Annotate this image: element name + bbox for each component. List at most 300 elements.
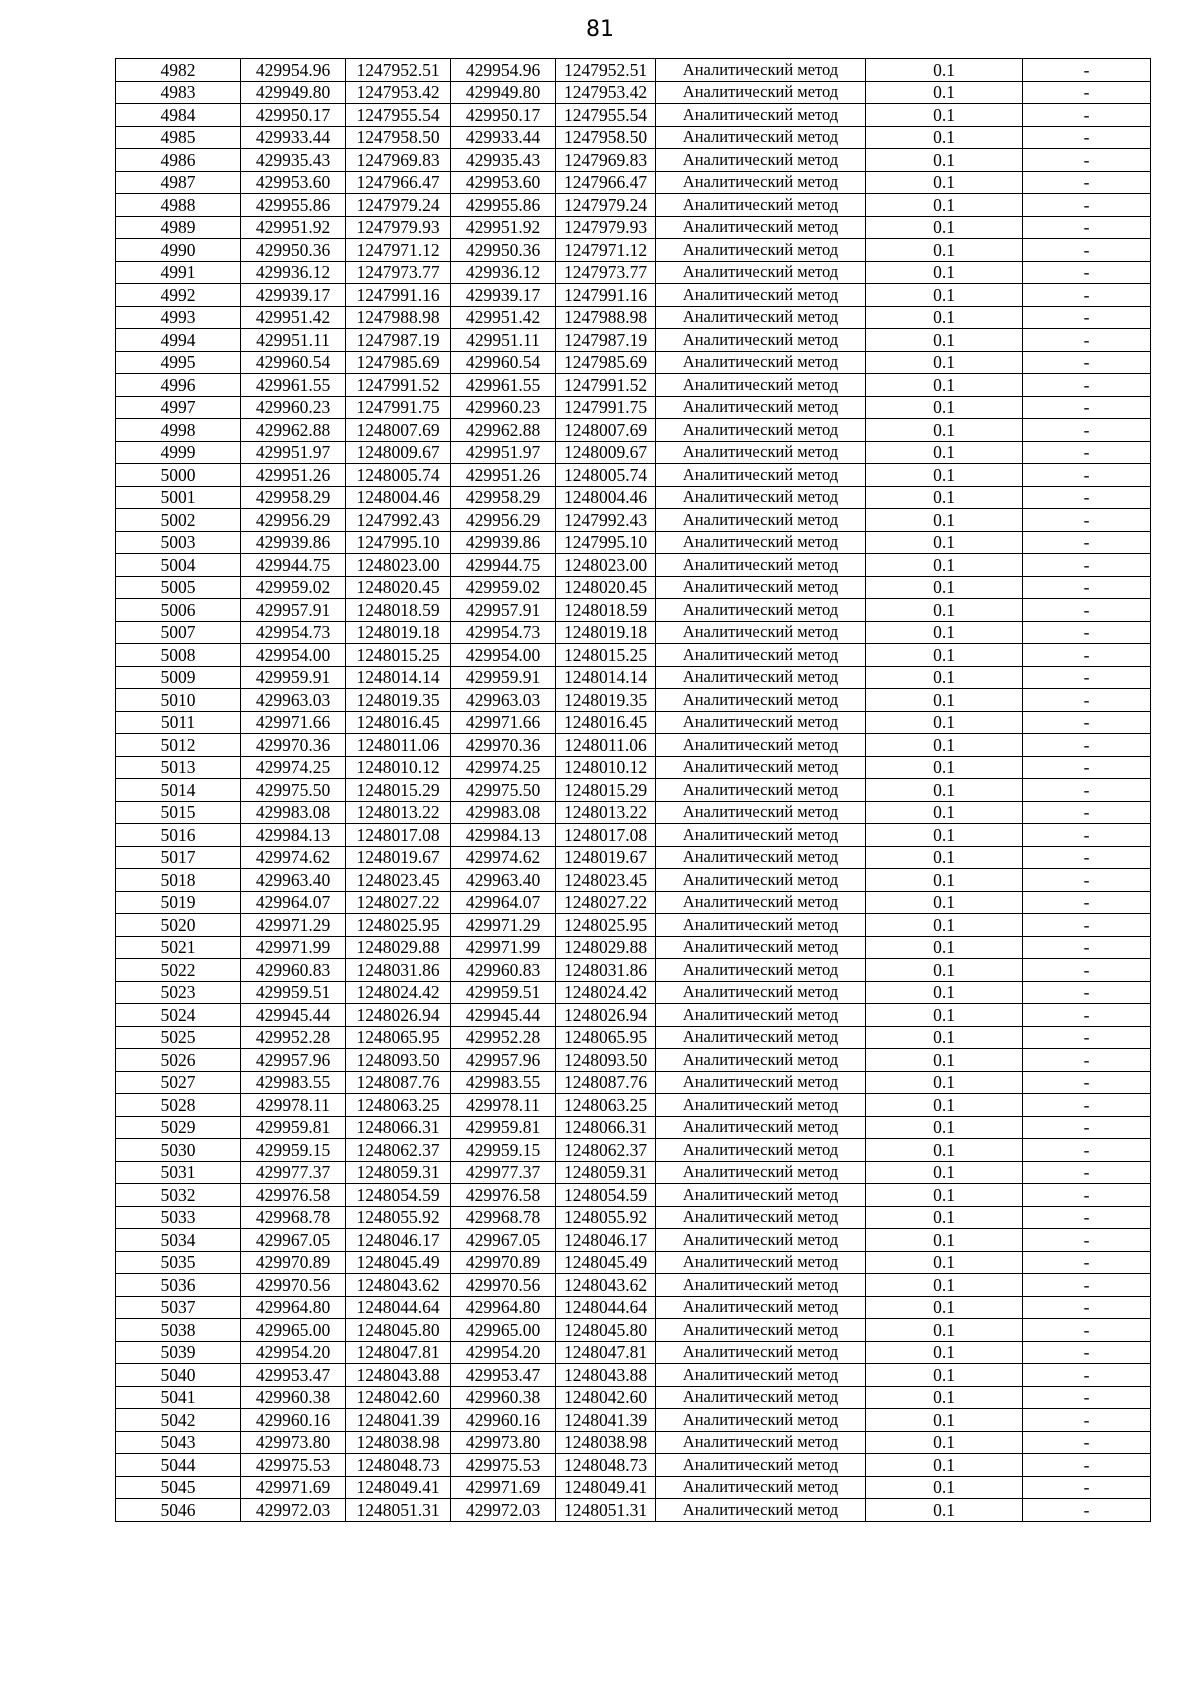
method-cell: Аналитический метод [656, 1116, 866, 1139]
x-old-cell: 429963.03 [241, 689, 346, 712]
y-old-cell: 1248066.31 [346, 1116, 451, 1139]
table-row [116, 644, 1151, 667]
empty-mark-cell: - [1023, 284, 1151, 307]
y-new-cell: 1248015.29 [556, 779, 656, 802]
table-row [116, 261, 1151, 284]
x-old-cell: 429973.80 [241, 1431, 346, 1454]
table-row [116, 936, 1151, 959]
precision-cell: 0.1 [866, 1229, 1023, 1252]
precision-cell: 0.1 [866, 1071, 1023, 1094]
x-old-cell: 429983.55 [241, 1071, 346, 1094]
precision-cell: 0.1 [866, 1431, 1023, 1454]
empty-mark-cell: - [1023, 959, 1151, 982]
point-number-cell: 4998 [116, 419, 241, 442]
empty-mark-cell: - [1023, 1341, 1151, 1364]
point-number-cell: 5007 [116, 621, 241, 644]
table-row [116, 486, 1151, 509]
method-cell: Аналитический метод [656, 1341, 866, 1364]
method-cell: Аналитический метод [656, 261, 866, 284]
point-number-cell: 4989 [116, 216, 241, 239]
precision-cell: 0.1 [866, 644, 1023, 667]
method-cell: Аналитический метод [656, 891, 866, 914]
coordinates-table [115, 58, 1151, 1522]
table-row [116, 734, 1151, 757]
x-old-cell: 429964.07 [241, 891, 346, 914]
method-cell: Аналитический метод [656, 126, 866, 149]
table-row [116, 599, 1151, 622]
method-cell: Аналитический метод [656, 509, 866, 532]
table-row [116, 981, 1151, 1004]
table-row [116, 869, 1151, 892]
method-cell: Аналитический метод [656, 711, 866, 734]
method-cell: Аналитический метод [656, 1026, 866, 1049]
y-new-cell: 1248019.35 [556, 689, 656, 712]
x-new-cell: 429976.58 [451, 1184, 556, 1207]
x-new-cell: 429957.91 [451, 599, 556, 622]
method-cell: Аналитический метод [656, 396, 866, 419]
table-row [116, 1454, 1151, 1477]
x-old-cell: 429970.89 [241, 1251, 346, 1274]
x-new-cell: 429955.86 [451, 194, 556, 217]
point-number-cell: 5015 [116, 801, 241, 824]
y-new-cell: 1248011.06 [556, 734, 656, 757]
method-cell: Аналитический метод [656, 351, 866, 374]
point-number-cell: 5016 [116, 824, 241, 847]
empty-mark-cell: - [1023, 239, 1151, 262]
y-new-cell: 1247958.50 [556, 126, 656, 149]
point-number-cell: 5035 [116, 1251, 241, 1274]
y-old-cell: 1248051.31 [346, 1499, 451, 1522]
empty-mark-cell: - [1023, 216, 1151, 239]
empty-mark-cell: - [1023, 599, 1151, 622]
y-new-cell: 1248055.92 [556, 1206, 656, 1229]
y-old-cell: 1247952.51 [346, 59, 451, 82]
point-number-cell: 4984 [116, 104, 241, 127]
x-new-cell: 429968.78 [451, 1206, 556, 1229]
table-row [116, 801, 1151, 824]
point-number-cell: 5004 [116, 554, 241, 577]
y-new-cell: 1248004.46 [556, 486, 656, 509]
table-row [116, 396, 1151, 419]
precision-cell: 0.1 [866, 846, 1023, 869]
point-number-cell: 4993 [116, 306, 241, 329]
y-old-cell: 1248019.67 [346, 846, 451, 869]
precision-cell: 0.1 [866, 1499, 1023, 1522]
y-old-cell: 1248044.64 [346, 1296, 451, 1319]
point-number-cell: 5003 [116, 531, 241, 554]
point-number-cell: 5040 [116, 1364, 241, 1387]
table-row [116, 689, 1151, 712]
x-new-cell: 429959.15 [451, 1139, 556, 1162]
x-new-cell: 429939.17 [451, 284, 556, 307]
precision-cell: 0.1 [866, 1364, 1023, 1387]
table-row [116, 1229, 1151, 1252]
y-old-cell: 1247955.54 [346, 104, 451, 127]
x-old-cell: 429956.29 [241, 509, 346, 532]
y-old-cell: 1248046.17 [346, 1229, 451, 1252]
empty-mark-cell: - [1023, 779, 1151, 802]
table-row [116, 779, 1151, 802]
y-old-cell: 1248019.18 [346, 621, 451, 644]
table-row [116, 824, 1151, 847]
empty-mark-cell: - [1023, 1026, 1151, 1049]
x-old-cell: 429951.92 [241, 216, 346, 239]
method-cell: Аналитический метод [656, 689, 866, 712]
empty-mark-cell: - [1023, 1386, 1151, 1409]
empty-mark-cell: - [1023, 419, 1151, 442]
empty-mark-cell: - [1023, 1184, 1151, 1207]
x-old-cell: 429951.97 [241, 441, 346, 464]
y-old-cell: 1247966.47 [346, 171, 451, 194]
y-old-cell: 1248031.86 [346, 959, 451, 982]
y-new-cell: 1248020.45 [556, 576, 656, 599]
y-new-cell: 1248005.74 [556, 464, 656, 487]
y-new-cell: 1248023.45 [556, 869, 656, 892]
point-number-cell: 5000 [116, 464, 241, 487]
precision-cell: 0.1 [866, 621, 1023, 644]
y-old-cell: 1248047.81 [346, 1341, 451, 1364]
empty-mark-cell: - [1023, 846, 1151, 869]
empty-mark-cell: - [1023, 509, 1151, 532]
point-number-cell: 4982 [116, 59, 241, 82]
table-row [116, 171, 1151, 194]
x-new-cell: 429949.80 [451, 81, 556, 104]
empty-mark-cell: - [1023, 1319, 1151, 1342]
y-new-cell: 1247955.54 [556, 104, 656, 127]
point-number-cell: 5036 [116, 1274, 241, 1297]
y-new-cell: 1247988.98 [556, 306, 656, 329]
y-new-cell: 1248038.98 [556, 1431, 656, 1454]
y-new-cell: 1248027.22 [556, 891, 656, 914]
point-number-cell: 5023 [116, 981, 241, 1004]
empty-mark-cell: - [1023, 891, 1151, 914]
x-new-cell: 429962.88 [451, 419, 556, 442]
x-new-cell: 429935.43 [451, 149, 556, 172]
x-new-cell: 429951.42 [451, 306, 556, 329]
table-row [116, 891, 1151, 914]
point-number-cell: 4996 [116, 374, 241, 397]
empty-mark-cell: - [1023, 801, 1151, 824]
empty-mark-cell: - [1023, 486, 1151, 509]
y-old-cell: 1248024.42 [346, 981, 451, 1004]
empty-mark-cell: - [1023, 576, 1151, 599]
method-cell: Аналитический метод [656, 576, 866, 599]
y-old-cell: 1248062.37 [346, 1139, 451, 1162]
empty-mark-cell: - [1023, 711, 1151, 734]
empty-mark-cell: - [1023, 531, 1151, 554]
precision-cell: 0.1 [866, 81, 1023, 104]
point-number-cell: 5006 [116, 599, 241, 622]
table-row [116, 374, 1151, 397]
x-new-cell: 429936.12 [451, 261, 556, 284]
method-cell: Аналитический метод [656, 1049, 866, 1072]
x-new-cell: 429950.36 [451, 239, 556, 262]
precision-cell: 0.1 [866, 1184, 1023, 1207]
y-new-cell: 1248051.31 [556, 1499, 656, 1522]
y-old-cell: 1247995.10 [346, 531, 451, 554]
y-old-cell: 1248048.73 [346, 1454, 451, 1477]
precision-cell: 0.1 [866, 59, 1023, 82]
y-new-cell: 1248019.18 [556, 621, 656, 644]
y-old-cell: 1247988.98 [346, 306, 451, 329]
y-old-cell: 1248043.88 [346, 1364, 451, 1387]
point-number-cell: 5042 [116, 1409, 241, 1432]
precision-cell: 0.1 [866, 666, 1023, 689]
y-old-cell: 1248087.76 [346, 1071, 451, 1094]
x-new-cell: 429954.73 [451, 621, 556, 644]
precision-cell: 0.1 [866, 554, 1023, 577]
point-number-cell: 5030 [116, 1139, 241, 1162]
method-cell: Аналитический метод [656, 846, 866, 869]
x-old-cell: 429957.91 [241, 599, 346, 622]
x-old-cell: 429954.96 [241, 59, 346, 82]
y-new-cell: 1247969.83 [556, 149, 656, 172]
table-row [116, 1386, 1151, 1409]
empty-mark-cell: - [1023, 621, 1151, 644]
x-new-cell: 429959.91 [451, 666, 556, 689]
x-old-cell: 429950.17 [241, 104, 346, 127]
y-new-cell: 1248031.86 [556, 959, 656, 982]
y-old-cell: 1247958.50 [346, 126, 451, 149]
table-row [116, 329, 1151, 352]
x-new-cell: 429959.51 [451, 981, 556, 1004]
y-old-cell: 1248015.25 [346, 644, 451, 667]
x-old-cell: 429951.42 [241, 306, 346, 329]
x-old-cell: 429970.56 [241, 1274, 346, 1297]
method-cell: Аналитический метод [656, 1431, 866, 1454]
table-row [116, 284, 1151, 307]
table-row [116, 81, 1151, 104]
point-number-cell: 5013 [116, 756, 241, 779]
method-cell: Аналитический метод [656, 1476, 866, 1499]
point-number-cell: 5005 [116, 576, 241, 599]
method-cell: Аналитический метод [656, 1161, 866, 1184]
table-row [116, 621, 1151, 644]
point-number-cell: 4986 [116, 149, 241, 172]
x-old-cell: 429936.12 [241, 261, 346, 284]
y-new-cell: 1248042.60 [556, 1386, 656, 1409]
method-cell: Аналитический метод [656, 239, 866, 262]
table-row [116, 509, 1151, 532]
x-new-cell: 429964.07 [451, 891, 556, 914]
x-old-cell: 429954.73 [241, 621, 346, 644]
precision-cell: 0.1 [866, 981, 1023, 1004]
table-row [116, 239, 1151, 262]
method-cell: Аналитический метод [656, 306, 866, 329]
y-old-cell: 1248043.62 [346, 1274, 451, 1297]
x-new-cell: 429960.16 [451, 1409, 556, 1432]
table-row [116, 441, 1151, 464]
table-row [116, 126, 1151, 149]
method-cell: Аналитический метод [656, 1229, 866, 1252]
y-new-cell: 1248018.59 [556, 599, 656, 622]
y-new-cell: 1247979.24 [556, 194, 656, 217]
x-old-cell: 429933.44 [241, 126, 346, 149]
empty-mark-cell: - [1023, 824, 1151, 847]
empty-mark-cell: - [1023, 1161, 1151, 1184]
precision-cell: 0.1 [866, 756, 1023, 779]
point-number-cell: 4994 [116, 329, 241, 352]
precision-cell: 0.1 [866, 734, 1023, 757]
y-old-cell: 1248011.06 [346, 734, 451, 757]
y-old-cell: 1248042.60 [346, 1386, 451, 1409]
y-old-cell: 1248063.25 [346, 1094, 451, 1117]
y-old-cell: 1248045.49 [346, 1251, 451, 1274]
point-number-cell: 5031 [116, 1161, 241, 1184]
x-old-cell: 429952.28 [241, 1026, 346, 1049]
y-old-cell: 1248038.98 [346, 1431, 451, 1454]
precision-cell: 0.1 [866, 1319, 1023, 1342]
precision-cell: 0.1 [866, 599, 1023, 622]
page-number: 81 [586, 17, 614, 42]
precision-cell: 0.1 [866, 1296, 1023, 1319]
x-old-cell: 429951.11 [241, 329, 346, 352]
point-number-cell: 5017 [116, 846, 241, 869]
y-new-cell: 1248065.95 [556, 1026, 656, 1049]
y-old-cell: 1248007.69 [346, 419, 451, 442]
point-number-cell: 4988 [116, 194, 241, 217]
precision-cell: 0.1 [866, 104, 1023, 127]
x-new-cell: 429960.38 [451, 1386, 556, 1409]
table-row [116, 306, 1151, 329]
x-new-cell: 429967.05 [451, 1229, 556, 1252]
empty-mark-cell: - [1023, 464, 1151, 487]
point-number-cell: 4999 [116, 441, 241, 464]
method-cell: Аналитический метод [656, 1184, 866, 1207]
y-new-cell: 1248041.39 [556, 1409, 656, 1432]
table-row [116, 104, 1151, 127]
method-cell: Аналитический метод [656, 801, 866, 824]
point-number-cell: 5043 [116, 1431, 241, 1454]
x-old-cell: 429939.17 [241, 284, 346, 307]
table-row [116, 419, 1151, 442]
precision-cell: 0.1 [866, 1004, 1023, 1027]
empty-mark-cell: - [1023, 756, 1151, 779]
method-cell: Аналитический метод [656, 531, 866, 554]
y-new-cell: 1248093.50 [556, 1049, 656, 1072]
x-new-cell: 429970.89 [451, 1251, 556, 1274]
x-old-cell: 429962.88 [241, 419, 346, 442]
table-row [116, 576, 1151, 599]
method-cell: Аналитический метод [656, 959, 866, 982]
method-cell: Аналитический метод [656, 1386, 866, 1409]
precision-cell: 0.1 [866, 1116, 1023, 1139]
y-old-cell: 1247991.75 [346, 396, 451, 419]
method-cell: Аналитический метод [656, 194, 866, 217]
method-cell: Аналитический метод [656, 1094, 866, 1117]
x-new-cell: 429954.00 [451, 644, 556, 667]
method-cell: Аналитический метод [656, 104, 866, 127]
x-new-cell: 429960.23 [451, 396, 556, 419]
point-number-cell: 5025 [116, 1026, 241, 1049]
y-new-cell: 1247973.77 [556, 261, 656, 284]
y-old-cell: 1248017.08 [346, 824, 451, 847]
table-row [116, 1296, 1151, 1319]
y-new-cell: 1248024.42 [556, 981, 656, 1004]
y-new-cell: 1248063.25 [556, 1094, 656, 1117]
x-new-cell: 429951.11 [451, 329, 556, 352]
x-new-cell: 429965.00 [451, 1319, 556, 1342]
point-number-cell: 4995 [116, 351, 241, 374]
x-old-cell: 429971.99 [241, 936, 346, 959]
point-number-cell: 5037 [116, 1296, 241, 1319]
x-old-cell: 429971.69 [241, 1476, 346, 1499]
precision-cell: 0.1 [866, 1409, 1023, 1432]
precision-cell: 0.1 [866, 1251, 1023, 1274]
x-old-cell: 429974.62 [241, 846, 346, 869]
y-new-cell: 1248009.67 [556, 441, 656, 464]
precision-cell: 0.1 [866, 959, 1023, 982]
x-new-cell: 429951.97 [451, 441, 556, 464]
x-old-cell: 429970.36 [241, 734, 346, 757]
x-new-cell: 429972.03 [451, 1499, 556, 1522]
empty-mark-cell: - [1023, 1296, 1151, 1319]
method-cell: Аналитический метод [656, 824, 866, 847]
x-new-cell: 429983.55 [451, 1071, 556, 1094]
empty-mark-cell: - [1023, 1499, 1151, 1522]
x-new-cell: 429971.99 [451, 936, 556, 959]
precision-cell: 0.1 [866, 351, 1023, 374]
x-old-cell: 429978.11 [241, 1094, 346, 1117]
table-row [116, 1319, 1151, 1342]
x-old-cell: 429959.51 [241, 981, 346, 1004]
y-new-cell: 1248044.64 [556, 1296, 656, 1319]
y-old-cell: 1247991.52 [346, 374, 451, 397]
precision-cell: 0.1 [866, 531, 1023, 554]
x-old-cell: 429950.36 [241, 239, 346, 262]
empty-mark-cell: - [1023, 329, 1151, 352]
x-old-cell: 429959.81 [241, 1116, 346, 1139]
x-old-cell: 429939.86 [241, 531, 346, 554]
y-old-cell: 1248027.22 [346, 891, 451, 914]
precision-cell: 0.1 [866, 509, 1023, 532]
empty-mark-cell: - [1023, 1206, 1151, 1229]
x-old-cell: 429967.05 [241, 1229, 346, 1252]
x-old-cell: 429971.66 [241, 711, 346, 734]
point-number-cell: 5022 [116, 959, 241, 982]
x-new-cell: 429950.17 [451, 104, 556, 127]
x-new-cell: 429959.81 [451, 1116, 556, 1139]
x-old-cell: 429958.29 [241, 486, 346, 509]
method-cell: Аналитический метод [656, 1319, 866, 1342]
point-number-cell: 5024 [116, 1004, 241, 1027]
point-number-cell: 5044 [116, 1454, 241, 1477]
empty-mark-cell: - [1023, 914, 1151, 937]
point-number-cell: 5011 [116, 711, 241, 734]
y-old-cell: 1248004.46 [346, 486, 451, 509]
y-new-cell: 1248049.41 [556, 1476, 656, 1499]
precision-cell: 0.1 [866, 869, 1023, 892]
x-old-cell: 429954.00 [241, 644, 346, 667]
x-old-cell: 429959.02 [241, 576, 346, 599]
x-old-cell: 429976.58 [241, 1184, 346, 1207]
x-new-cell: 429963.03 [451, 689, 556, 712]
y-new-cell: 1248043.88 [556, 1364, 656, 1387]
point-number-cell: 4985 [116, 126, 241, 149]
x-old-cell: 429959.91 [241, 666, 346, 689]
empty-mark-cell: - [1023, 126, 1151, 149]
method-cell: Аналитический метод [656, 1206, 866, 1229]
x-old-cell: 429957.96 [241, 1049, 346, 1072]
x-old-cell: 429960.16 [241, 1409, 346, 1432]
method-cell: Аналитический метод [656, 1139, 866, 1162]
method-cell: Аналитический метод [656, 1409, 866, 1432]
y-old-cell: 1248029.88 [346, 936, 451, 959]
y-new-cell: 1248062.37 [556, 1139, 656, 1162]
table-row [116, 711, 1151, 734]
y-new-cell: 1247991.52 [556, 374, 656, 397]
point-number-cell: 5033 [116, 1206, 241, 1229]
